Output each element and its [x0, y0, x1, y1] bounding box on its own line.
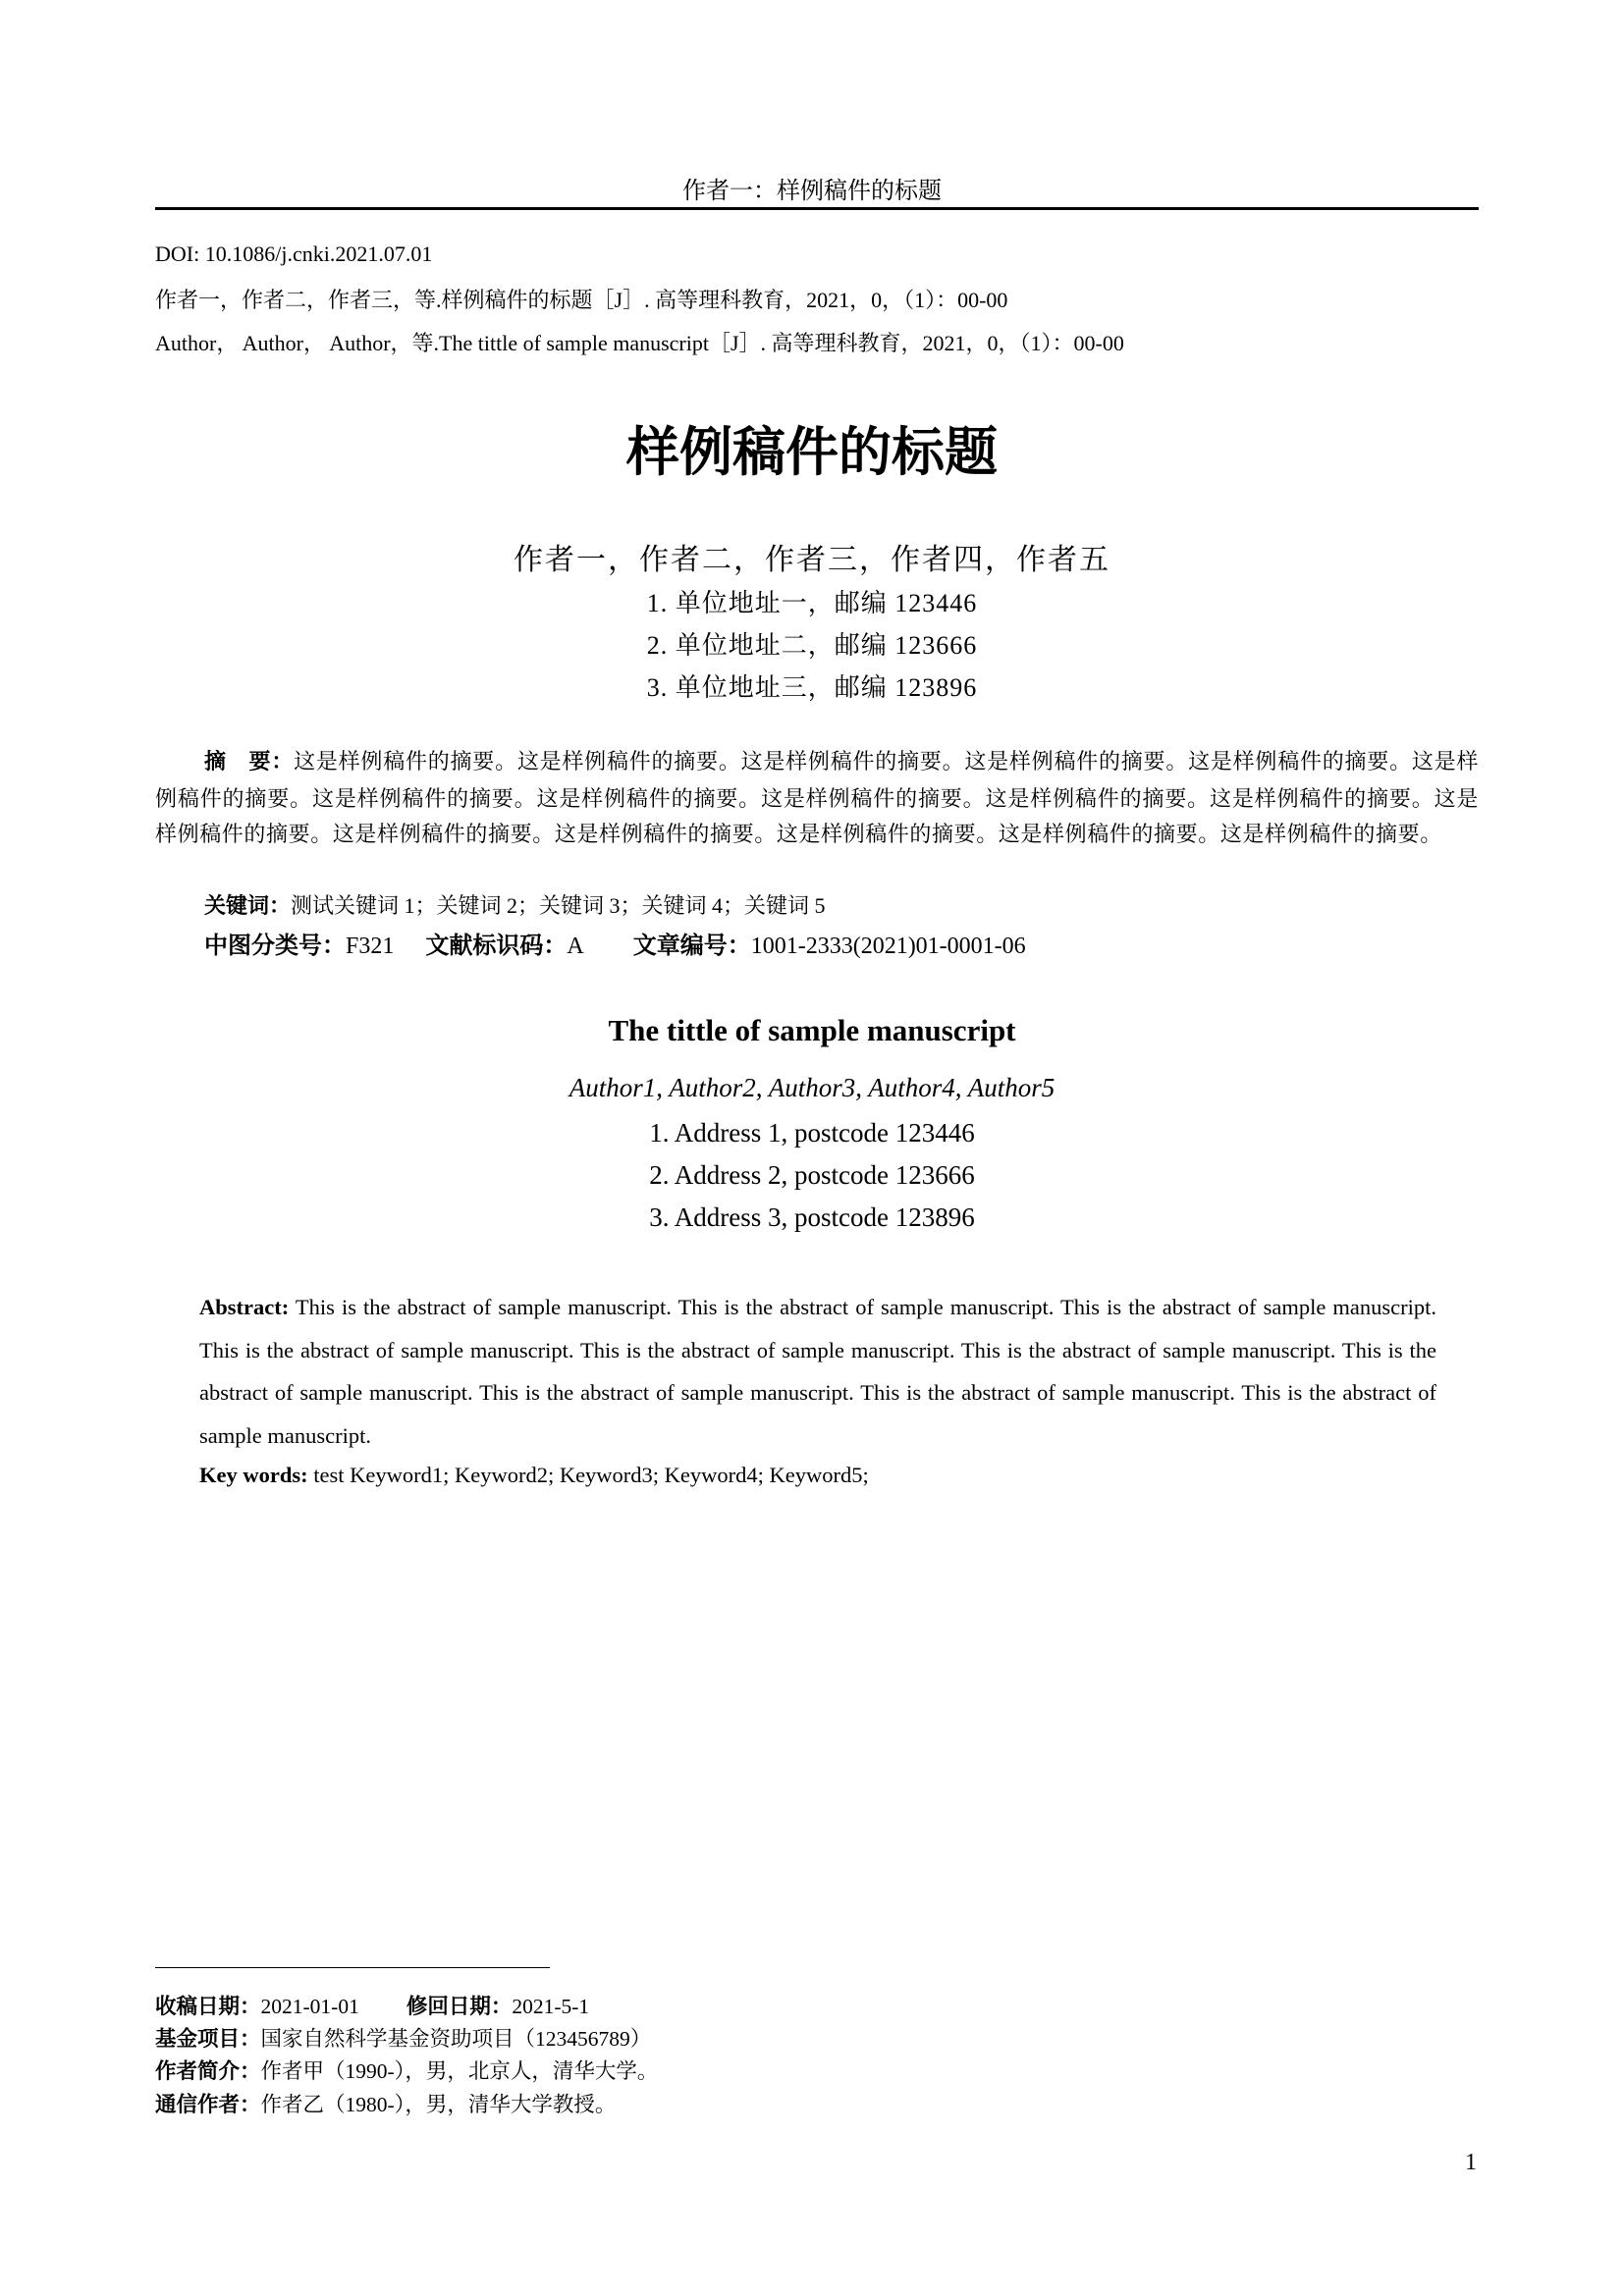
citation-en: Author， Author， Author，等.The tittle of sample manuscript［J］. 高等理科教育，2021，0，（1）：00-00	[155, 331, 1124, 355]
citation-cn: 作者一，作者二，作者三，等.样例稿件的标题［J］. 高等理科教育，2021，0，（1）：00-00	[155, 288, 1008, 312]
doi: DOI: 10.1086/j.cnki.2021.07.01	[155, 241, 433, 266]
page-number: 1	[1465, 2150, 1477, 2175]
footnote-corresponding: 通信作者：作者乙（1980-），男，清华大学教授。	[155, 2093, 617, 2117]
title-en: The tittle of sample manuscript	[608, 1013, 1016, 1047]
address-en: 2. Address 2, postcode 123666	[649, 1160, 975, 1190]
address-cn: 2. 单位地址二，邮编 123666	[646, 631, 978, 660]
abstract-cn-text: 这是样例稿件的摘要。这是样例稿件的摘要。这是样例稿件的摘要。这是样例稿件的摘要。这是样例稿件的摘要。这是样例稿件的摘要。这是样例稿件的摘要。这是样例稿件的摘要。这是样例稿件的摘要。这是样例稿件的摘要。这是样例稿件的摘要。这是样例稿件的摘要。这是样例稿件的摘要。这是样例稿件的摘要。这是样例稿件的摘要。这是样例稿件的摘要。这是样例稿件的摘要。	[155, 749, 1479, 846]
address-cn: 3. 单位地址三，邮编 123896	[646, 673, 978, 702]
keywords-cn: 关键词：测试关键词 1；关键词 2；关键词 3；关键词 4；关键词 5	[204, 893, 826, 919]
abstract-en	[199, 1286, 1436, 1457]
address-en: 3. Address 3, postcode 123896	[649, 1202, 975, 1232]
title-cn: 样例稿件的标题	[626, 421, 998, 483]
footnote-fund: 基金项目：国家自然科学基金资助项目（123456789）	[155, 2027, 652, 2052]
abstract-cn	[155, 744, 1479, 853]
running-header: 作者一：样例稿件的标题	[682, 179, 942, 204]
footnote-dates: 收稿日期：2021-01-01 修回日期：2021-5-1	[155, 1995, 590, 2019]
authors-cn: 作者一，作者二，作者三，作者四，作者五	[514, 544, 1110, 576]
authors-en: Author1, Author2, Author3, Author4, Author5	[568, 1073, 1056, 1102]
address-en: 1. Address 1, postcode 123446	[649, 1118, 975, 1148]
keywords-en: Key words: test Keyword1; Keyword2; Keyword3; Keyword4; Keyword5;	[199, 1463, 869, 1487]
header-rule	[155, 207, 1479, 210]
address-cn: 1. 单位地址一，邮编 123446	[646, 589, 978, 617]
footnote-bio: 作者简介：作者甲（1990-），男，北京人，清华大学。	[155, 2059, 659, 2084]
classification: 中图分类号：F321 文献标识码：A 文章编号：1001-2333(2021)01-0001-06	[204, 932, 1026, 959]
abstract-en-text: This is the abstract of sample manuscript. This is the abstract of sample manuscript. This is the abstract of sample manuscript. This is the abstract of sample manuscript. This is the abstract of sample manuscript. This is the abstract of sample manuscript. This is the abstract of sample manuscript. This is the abstract of sample manuscript. This is the abstract of sample manuscript. This is the abstract of sample manuscript.	[199, 1295, 1436, 1448]
abstract-cn-label: 摘 要：	[204, 750, 295, 774]
footnote-rule	[155, 1967, 550, 1968]
abstract-en-label: Abstract:	[199, 1295, 290, 1319]
